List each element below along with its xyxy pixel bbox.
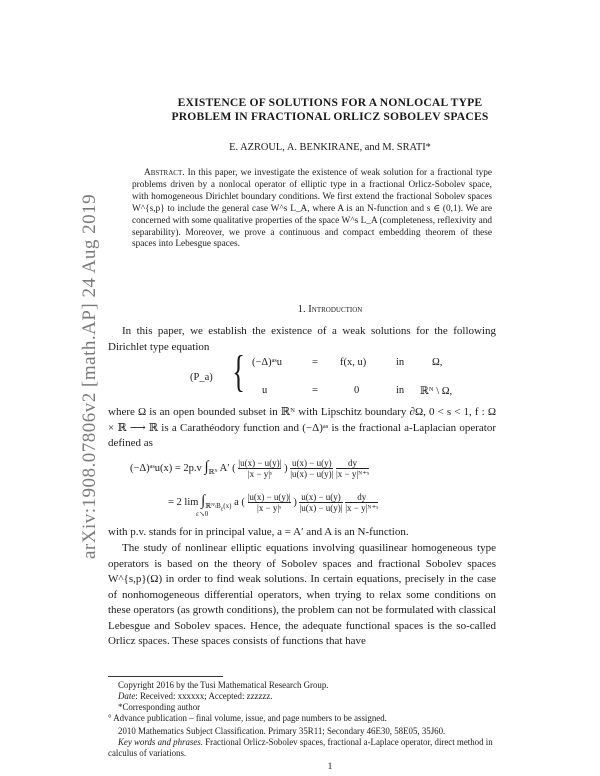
footnote-keywords-label: Key words and phrases. <box>118 737 203 747</box>
section-number: 1. <box>297 304 306 315</box>
operator-line-1-lhs: (−Δ)ᵃˢu(x) = 2p.v <box>130 462 202 474</box>
abstract-text: In this paper, we investigate the existence of weak solution for a fractional type problems driven by a nonlocal operator of elliptic type in a fractional Orlicz-Sobolev space, with homogeneous Dirichlet boundary conditions. We first extend the fractional Sobolev spaces W^{s,p} to include the general case W^s L_A, where A is an N-function and s ∈ (0,1). We are concerned with some qualitative properties of the space W^s L_A (completeness, reflexivity and separability). Moreover, we prove a continuous and compact embedding theorem of these spaces into Lebesgue spaces. <box>132 168 492 250</box>
where-paragraph: where Ω is an open bounded subset in ℝᴺ with Lipschitz boundary ∂Ω, 0 < s < 1, f : Ω × ℝ ⟶ ℝ is a Carathéodory function and (−Δ)ᵃˢ is the fractional a-Laplacian operator defined as <box>108 406 496 449</box>
eq-row2-domain: ℝᴺ \ Ω, <box>420 386 453 397</box>
paper-authors: E. AZROUL, A. BENKIRANE, and M. SRATI* <box>229 142 431 153</box>
footnote-corresponding: *Corresponding author <box>118 702 201 712</box>
footnote-msc: 2010 Mathematics Subject Classification. Primary 35R11; Secondary 46E30, 58E05, 35J60. <box>118 726 446 736</box>
footnote-copyright: Copyright 2016 by the Tusi Mathematical Research Group. <box>118 680 329 690</box>
paper-title-line-2: PROBLEM IN FRACTIONAL ORLICZ SOBOLEV SPACES <box>171 110 489 123</box>
footnote-keywords-text: Fractional Orlicz-Sobolev spaces, fractional a-Laplace operator, direct method in calculus of variations. <box>108 737 493 759</box>
footnote-date <box>108 691 506 702</box>
operator-line-1: (−Δ)ᵃˢu(x) = 2p.v $\int_{ℝᴺ}$ A′ ( $\frac{|u(x) - u(y)|}{\text{|x − y|ˢ}}$ ) $\frac{u(x) - u(y)}{|u(x) - u(y)|}$ $\frac{dy}{\text{|x − y|ᴺ⁺ˢ}}$ <box>130 458 370 479</box>
section-title: Introduction <box>308 304 363 315</box>
study-paragraph: The study of nonlinear elliptic equations involving quasilinear homogeneous type operators is based on the theory of Sobolev spaces and fractional Sobolev spaces W^{s,p}(Ω) in order to find weak solutions. In certain equations, precisely in the case of nonhomogeneous differential operators, when trying to relax some conditions on these operators (as growth conditions), the problem can not be formulated with classical Lebesgue and Sobolev spaces. Hence, the adequate functional spaces is the so-called Orlicz spaces. These spaces consists of functions that have <box>108 542 496 647</box>
footnote-keywords <box>108 737 496 760</box>
intro-paragraph: In this paper, we establish the existence of a weak solutions for the following Dirichlet type equation <box>108 325 496 353</box>
eq-row1-lhs: (−Δ)ᵃˢu <box>252 357 283 368</box>
eq-row2-in: in <box>396 385 405 396</box>
operator-line-2-lhs: = 2 lim <box>168 496 199 508</box>
footnote-date-text: : Received: xxxxxx; Accepted: zzzzzz. <box>135 691 273 701</box>
eq-row2-equals: = <box>312 385 318 396</box>
abstract <box>132 168 492 251</box>
footnote-rule <box>108 676 223 677</box>
equation-brace: { <box>232 347 245 396</box>
paper-title-line-1: EXISTENCE OF SOLUTIONS FOR A NONLOCAL TYPE <box>177 96 483 109</box>
eq-row1-rhs: f(x, u) <box>340 357 367 368</box>
eq-row1-domain: Ω, <box>432 357 443 368</box>
section-heading <box>100 304 560 315</box>
page-number: 1 <box>327 762 333 772</box>
abstract-label: Abstract. <box>144 168 185 178</box>
footnote-date-label: Date <box>118 691 136 701</box>
operator-line-2: = 2 $\lim \int_{ℝᴺ\backslash B_\varepsilon(x)}$ a ( $\frac{|u(x) - u(y)|}{\text{|x − y|ˢ}}$ ) $\frac{u(x) - u(y)}{|u(x) - u(y)|}$ $\frac{dy}{\text{|x − y|ᴺ⁺ˢ}}$ <box>168 492 379 513</box>
pv-paragraph: with p.v. stands for in principal value, a = A′ and A is an N-function. <box>108 526 409 538</box>
eq-row2-lhs: u <box>262 385 268 396</box>
footnote-advance: ° Advance publication – final volume, issue, and page numbers to be assigned. <box>108 713 387 723</box>
equation-label: (P_a) <box>190 372 213 383</box>
limit-subscript: ε↘0 <box>196 510 209 518</box>
eq-row2-rhs: 0 <box>354 385 360 396</box>
eq-row1-equals: = <box>312 357 318 368</box>
arxiv-identifier: arXiv:1908.07806v2 [math.AP] 24 Aug 2019 <box>79 193 100 559</box>
eq-row1-in: in <box>396 357 405 368</box>
